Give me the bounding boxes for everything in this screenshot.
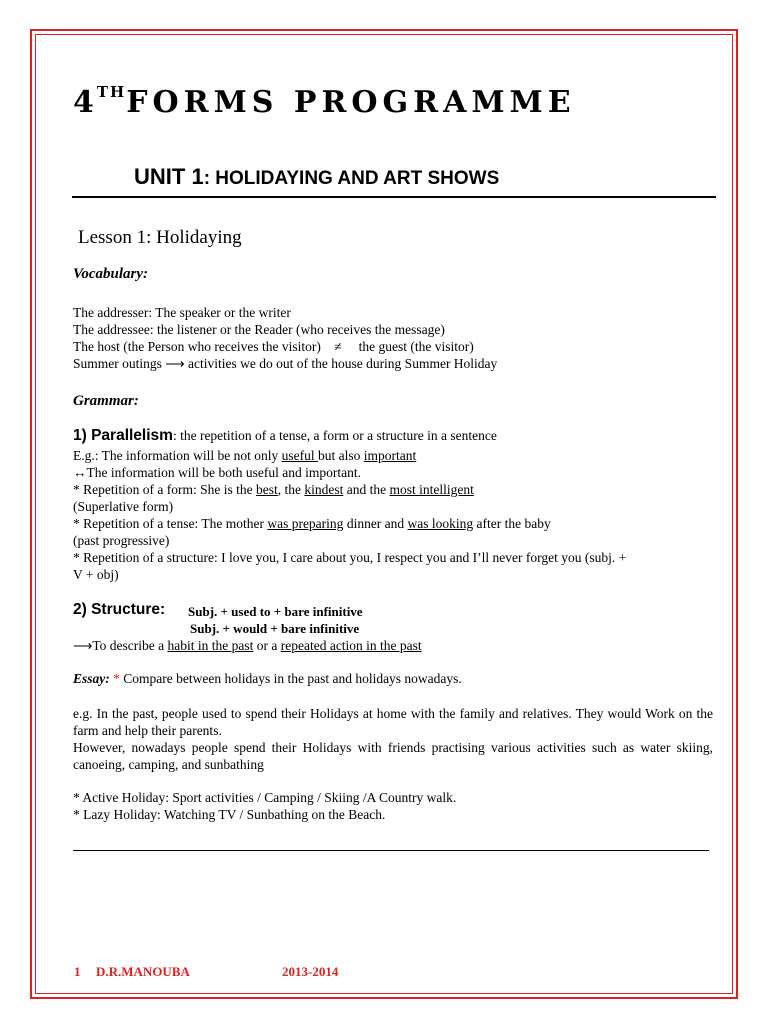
- example-underlined: important: [363, 448, 417, 463]
- grammar-heading: Grammar:: [73, 393, 139, 409]
- bottom-divider: [73, 850, 709, 851]
- tense-text: after the baby: [473, 516, 551, 531]
- essay-paragraph-1: e.g. In the past, people used to spend their Holidays at home with the family and relatives. They would Work on the farm and help their parents.: [73, 706, 713, 738]
- programme-words: FORMS PROGRAMME: [126, 85, 576, 120]
- parallelism-equivalent: ↔The information will be both useful and important.: [73, 465, 361, 480]
- lesson-title: Lesson 1: Holidaying: [78, 227, 242, 248]
- desc-text: ⟶To describe a: [73, 638, 168, 653]
- vocab-line: Summer outings ⟶ activities we do out of the house during Summer Holiday: [73, 356, 498, 371]
- essay-prompt: Compare between holidays in the past and holidays nowadays.: [123, 671, 462, 686]
- footer-year: 2013-2014: [282, 964, 339, 979]
- example-underlined: useful: [281, 448, 318, 463]
- structure-description: [73, 637, 422, 654]
- form-text: and the: [343, 482, 390, 497]
- footer-author: D.R.MANOUBA: [96, 964, 190, 979]
- programme-suffix: TH: [96, 83, 127, 101]
- tense-repetition: [73, 515, 551, 532]
- structure-repetition: * Repetition of a structure: I love you, I care about you, I respect you and I’ll never forget you (subj. +: [73, 550, 627, 565]
- vocab-line: The host (the Person who receives the visitor) ≠ the guest (the visitor): [73, 339, 474, 354]
- essay-paragraph-2: However, nowadays people spend their Holidays with friends practising various activities such as water skiing, canoeing, camping, and sunbathing: [73, 740, 713, 772]
- form-repetition: [73, 481, 474, 498]
- parallelism-line: [73, 427, 497, 445]
- vocab-line: The addresser: The speaker or the writer: [73, 305, 291, 320]
- form-text: , the: [277, 482, 305, 497]
- example-text: E.g.: The information will be not only: [73, 448, 282, 463]
- active-holiday: * Active Holiday: Sport activities / Camping / Skiing /A Country walk.: [73, 790, 457, 805]
- page-number: 1: [74, 964, 81, 979]
- example-text: but also: [317, 448, 364, 463]
- unit-label: UNIT 1: [134, 164, 204, 189]
- form-note: (Superlative form): [73, 499, 174, 514]
- tense-note: (past progressive): [73, 533, 170, 548]
- programme-title: [73, 85, 576, 120]
- form-underlined: best: [255, 482, 278, 497]
- unit-subtitle: : HOLIDAYING AND ART SHOWS: [203, 168, 500, 189]
- desc-underlined: repeated action in the past: [280, 638, 422, 653]
- lazy-holiday: * Lazy Holiday: Watching TV / Sunbathing on the Beach.: [73, 807, 386, 822]
- structure-formula-1: Subj. + used to + bare infinitive: [188, 604, 363, 619]
- form-underlined: kindest: [304, 482, 344, 497]
- title-divider: [72, 196, 716, 198]
- vocab-line: The addressee: the listener or the Reader (who receives the message): [73, 322, 445, 337]
- unit-title: [134, 164, 499, 190]
- structure-title: 2) Structure:: [73, 601, 166, 618]
- essay-label: Essay:: [73, 671, 110, 686]
- form-text: * Repetition of a form: She is the: [73, 482, 256, 497]
- form-underlined: most intelligent: [389, 482, 474, 497]
- essay-prompt-line: [73, 670, 462, 687]
- programme-number: 4: [73, 85, 97, 120]
- parallelism-title: 1) Parallelism: [73, 427, 173, 444]
- structure-formula-2: Subj. + would + bare infinitive: [190, 621, 360, 636]
- parallelism-definition: : the repetition of a tense, a form or a structure in a sentence: [172, 428, 497, 443]
- tense-underlined: was looking: [407, 516, 474, 531]
- tense-text: dinner and: [343, 516, 408, 531]
- desc-underlined: habit in the past: [167, 638, 254, 653]
- tense-text: * Repetition of a tense: The mother: [73, 516, 268, 531]
- vocabulary-heading: Vocabulary:: [73, 266, 148, 282]
- essay-star: *: [109, 671, 124, 686]
- parallelism-example: [73, 447, 416, 464]
- tense-underlined: was preparing: [267, 516, 344, 531]
- desc-text: or a: [253, 638, 281, 653]
- structure-repetition-cont: V + obj): [73, 567, 119, 582]
